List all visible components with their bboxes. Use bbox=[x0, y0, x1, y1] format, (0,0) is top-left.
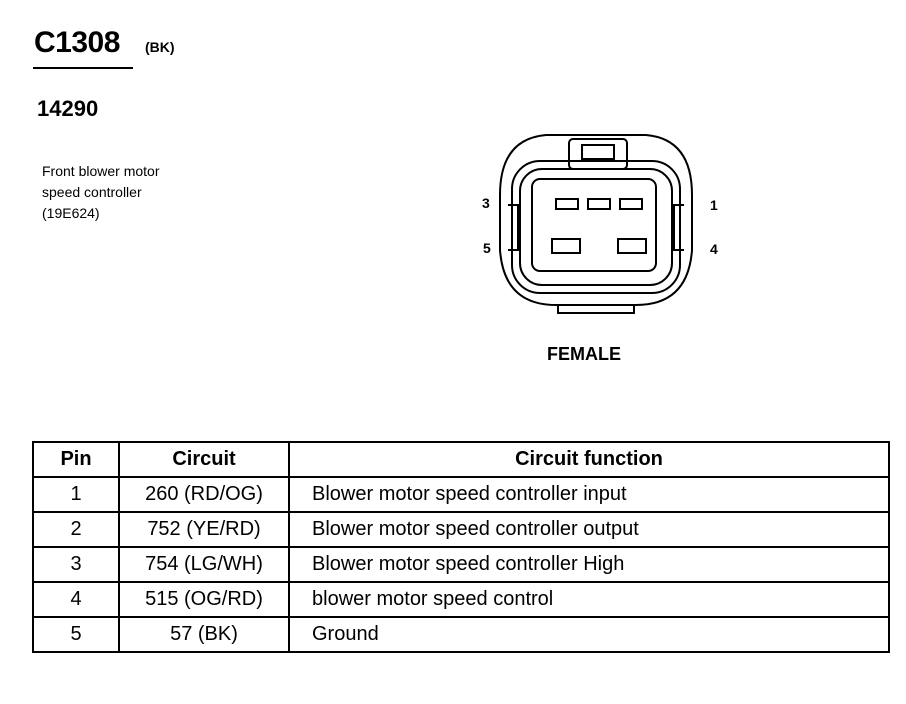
connector-id: C1308 bbox=[34, 26, 120, 59]
header-circuit: Circuit bbox=[119, 442, 289, 477]
pinout-table bbox=[32, 441, 890, 653]
table-row bbox=[33, 512, 889, 547]
table-row bbox=[33, 477, 889, 512]
cell-circuit: 260 (RD/OG) bbox=[119, 477, 289, 512]
pin-label-4: 4 bbox=[710, 241, 718, 257]
header-circuit-function: Circuit function bbox=[289, 442, 889, 477]
description-line: (19E624) bbox=[42, 205, 100, 221]
table-row bbox=[33, 547, 889, 582]
pin-label-5: 5 bbox=[483, 240, 491, 256]
terminal-1 bbox=[620, 199, 642, 209]
cell-pin: 2 bbox=[33, 512, 119, 547]
cell-circuit: 57 (BK) bbox=[119, 617, 289, 652]
connector-view-label: FEMALE bbox=[547, 344, 621, 364]
connector-color-code: (BK) bbox=[145, 39, 175, 55]
header-pin: Pin bbox=[33, 442, 119, 477]
cell-function: Ground bbox=[289, 617, 889, 652]
pin-label-1: 1 bbox=[710, 197, 718, 213]
cell-function: Blower motor speed controller output bbox=[289, 512, 889, 547]
pin-label-3: 3 bbox=[482, 195, 490, 211]
table-header-row bbox=[33, 442, 889, 477]
cell-pin: 1 bbox=[33, 477, 119, 512]
cell-circuit: 515 (OG/RD) bbox=[119, 582, 289, 617]
connector-inner-wall bbox=[520, 169, 672, 285]
connector-bottom-tab bbox=[558, 305, 634, 313]
table-row bbox=[33, 582, 889, 617]
connector-face-diagram bbox=[496, 125, 696, 315]
cell-function: Blower motor speed controller input bbox=[289, 477, 889, 512]
connector-mid-wall bbox=[512, 161, 680, 293]
connector-cavity bbox=[532, 179, 656, 271]
description-line: Front blower motor bbox=[42, 163, 160, 179]
terminal-2 bbox=[588, 199, 610, 209]
connector-description bbox=[42, 161, 159, 224]
cell-pin: 3 bbox=[33, 547, 119, 582]
cell-pin: 4 bbox=[33, 582, 119, 617]
cell-function: Blower motor speed controller High bbox=[289, 547, 889, 582]
part-number: 14290 bbox=[37, 96, 99, 121]
table-row bbox=[33, 617, 889, 652]
cell-circuit: 752 (YE/RD) bbox=[119, 512, 289, 547]
cell-circuit: 754 (LG/WH) bbox=[119, 547, 289, 582]
terminal-3 bbox=[556, 199, 578, 209]
connector-latch-inner bbox=[582, 145, 614, 159]
cell-pin: 5 bbox=[33, 617, 119, 652]
cell-function: blower motor speed control bbox=[289, 582, 889, 617]
terminal-4 bbox=[618, 239, 646, 253]
connector-id-underline bbox=[33, 67, 133, 69]
connector-latch bbox=[569, 139, 627, 169]
description-line: speed controller bbox=[42, 184, 142, 200]
terminal-5 bbox=[552, 239, 580, 253]
